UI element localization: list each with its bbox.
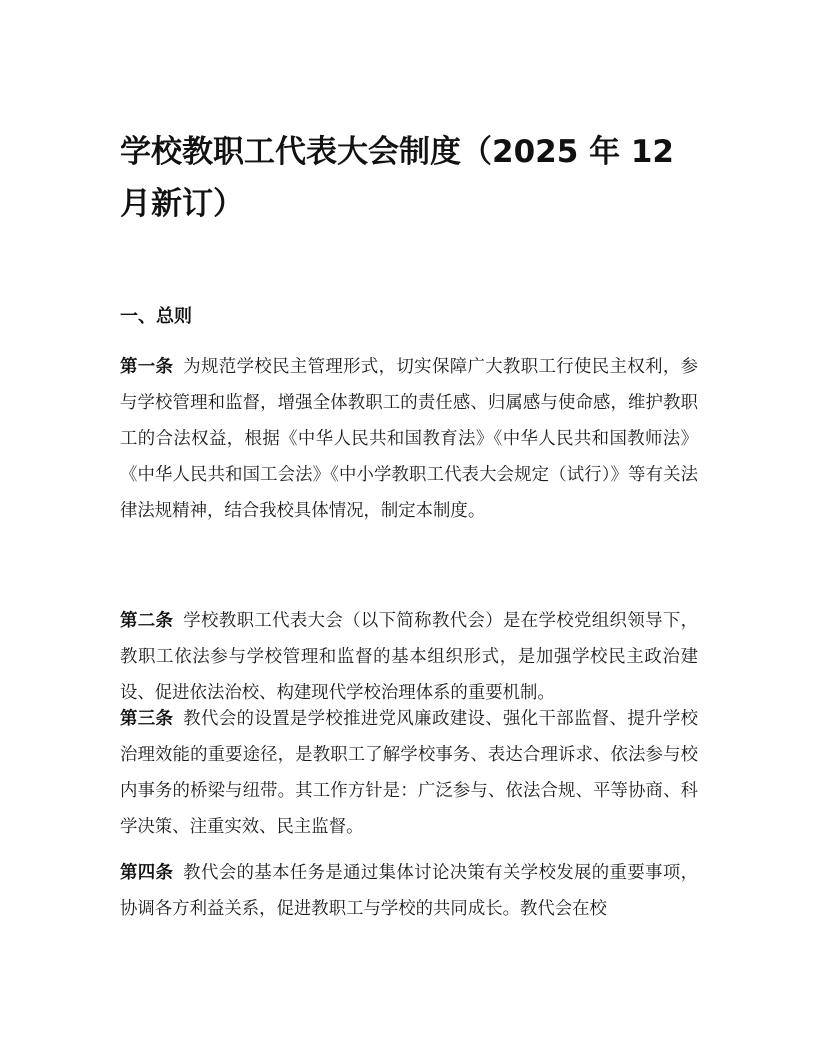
article-1: [120, 349, 698, 529]
article-number: 第三条: [120, 709, 174, 729]
article-text: 学校教职工代表大会（以下简称教代会）是在学校党组织领导下，教职工依法参与学校管理和监督的基本组织形式，是加强学校民主政治建设、促进依法治校、构建现代学校治理体系的重要机制。: [120, 611, 698, 703]
article-number: 第一条: [120, 357, 174, 377]
article-text: 为规范学校民主管理形式，切实保障广大教职工行使民主权利，参与学校管理和监督，增强全体教职工的责任感、归属感与使命感，维护教职工的合法权益，根据《中华人民共和国教育法》《中华人民共和国教师法》《中华人民共和国工会法》《中小学教职工代表大会规定（试行）》等有关法律法规精神，结合我校具体情况，制定本制度。: [120, 357, 698, 521]
document-title: 学校教职工代表大会制度（2025 年 12 月新订）: [120, 134, 675, 222]
article-4: [120, 855, 698, 927]
article-text: 教代会的基本任务是通过集体讨论决策有关学校发展的重要事项，协调各方利益关系，促进教职工与学校的共同成长。教代会在校: [120, 863, 698, 919]
article-3: [120, 701, 698, 845]
article-number: 第四条: [120, 863, 174, 883]
article-text: 教代会的设置是学校推进党风廉政建设、强化干部监督、提升学校治理效能的重要途径，是教职工了解学校事务、表达合理诉求、依法参与校内事务的桥梁与纽带。其工作方针是：广泛参与、依法合规、平等协商、科学决策、注重实效、民主监督。: [120, 709, 698, 837]
article-number: 第二条: [120, 611, 174, 631]
article-2: [120, 603, 698, 711]
section-heading-general-provisions: 一、总则: [120, 306, 192, 327]
